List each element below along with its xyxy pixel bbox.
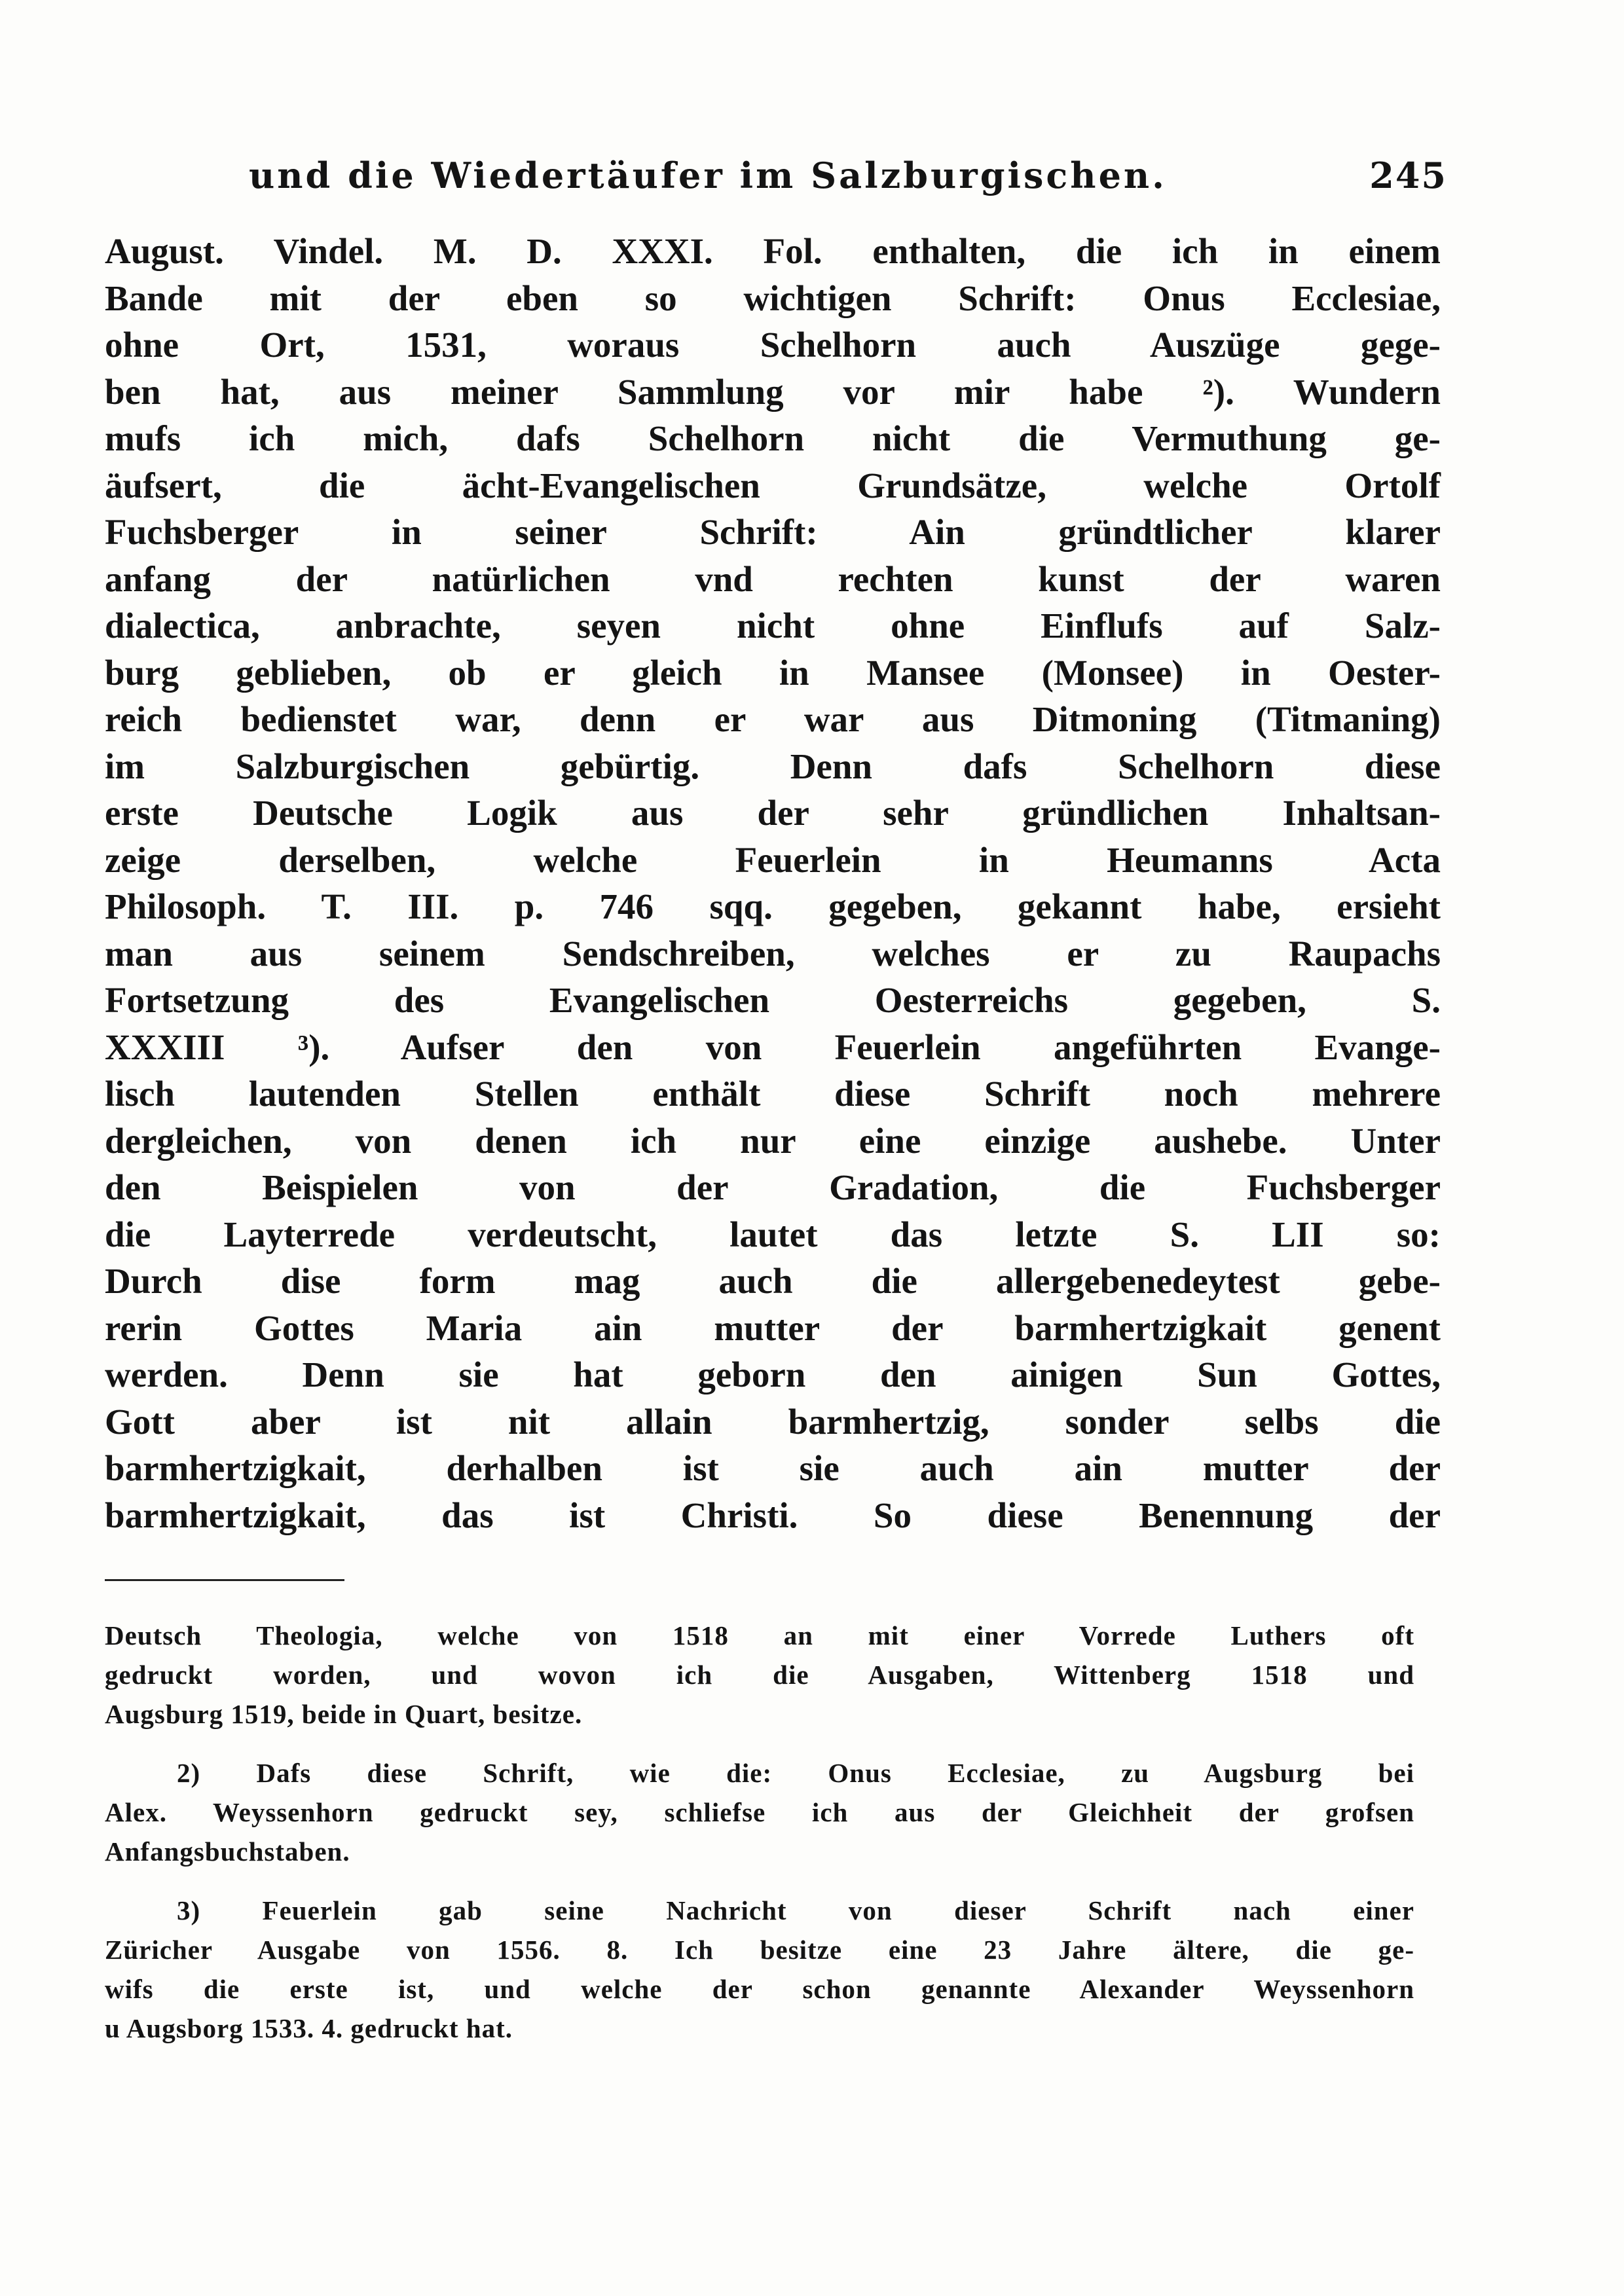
- main-text: [105, 228, 1441, 1539]
- footnote-line: gedruckt worden, und wovon ich die Ausgaben, Wittenberg 1518 und: [105, 1660, 1414, 1690]
- text-line: ohne Ort, 1531, woraus Schelhorn auch Auszüge gege-: [105, 325, 1441, 365]
- footnote-separator: [105, 1579, 344, 1581]
- footnote-line: 2) Dafs diese Schrift, wie die: Onus Ecclesiae, zu Augsburg bei: [177, 1758, 1414, 1788]
- footnotes: [105, 1616, 1414, 2068]
- footnote-3: [105, 1891, 1414, 2048]
- text-line: dialectica, anbrachte, seyen nicht ohne Einflufs auf Salz-: [105, 606, 1441, 646]
- text-line: erste Deutsche Logik aus der sehr gründlichen Inhaltsan-: [105, 793, 1441, 833]
- text-line: zeige derselben, welche Feuerlein in Heumanns Acta: [105, 839, 1441, 880]
- footnote-line: 3) Feuerlein gab seine Nachricht von dieser Schrift nach einer: [177, 1895, 1414, 1925]
- text-line: man aus seinem Sendschreiben, welches er zu Raupachs: [105, 933, 1441, 974]
- text-line: burg geblieben, ob er gleich in Mansee (Monsee) in Oester-: [105, 652, 1441, 693]
- text-line: den Beispielen von der Gradation, die Fuchsberger: [105, 1167, 1441, 1207]
- page-number: 245: [1369, 155, 1447, 196]
- footnote-2: [105, 1753, 1414, 1871]
- text-line: Bande mit der eben so wichtigen Schrift: Onus Ecclesiae,: [105, 278, 1441, 318]
- footnote-1: [105, 1616, 1414, 1734]
- text-line: mufs ich mich, dafs Schelhorn nicht die Vermuthung ge-: [105, 418, 1441, 458]
- text-line: barmhertzigkait, derhalben ist sie auch ain mutter der: [105, 1448, 1441, 1488]
- footnote-line: Anfangsbuchstaben.: [105, 1836, 350, 1867]
- footnote-line: wifs die erste ist, und welche der schon genannte Alexander Weyssenhorn: [105, 1974, 1414, 2004]
- footnote-line: Züricher Ausgabe von 1556. 8. Ich besitze eine 23 Jahre ältere, die ge-: [105, 1935, 1414, 1965]
- text-line: reich bedienstet war, denn er war aus Ditmoning (Titmaning): [105, 699, 1441, 739]
- text-line: werden. Denn sie hat geborn den ainigen Sun Gottes,: [105, 1355, 1441, 1394]
- text-line: die Layterrede verdeutscht, lautet das letzte S. LII so:: [105, 1214, 1441, 1254]
- text-line: lisch lautenden Stellen enthält diese Schrift noch mehrere: [105, 1074, 1441, 1114]
- running-title: und die Wiedertäufer im Salzburgischen.: [249, 155, 1167, 196]
- text-line: rerin Gottes Maria ain mutter der barmhertzigkait genent: [105, 1307, 1441, 1348]
- text-line: Philosoph. T. III. p. 746 sqq. gegeben, gekannt habe, ersieht: [105, 886, 1441, 926]
- footnote-line: Alex. Weyssenhorn gedruckt sey, schliefse ich aus der Gleichheit der grofsen: [105, 1797, 1414, 1827]
- text-line: anfang der natürlichen vnd rechten kunst der waren: [105, 558, 1441, 599]
- text-line: ben hat, aus meiner Sammlung vor mir habe ²). Wundern: [105, 371, 1441, 412]
- text-line: XXXIII ³). Aufser den von Feuerlein angeführten Evange-: [105, 1027, 1441, 1067]
- footnote-line: Augsburg 1519, beide in Quart, besitze.: [105, 1699, 583, 1729]
- text-line: Fuchsberger in seiner Schrift: Ain gründtlicher klarer: [105, 512, 1441, 552]
- text-line: Gott aber ist nit allain barmhertzig, sonder selbs die: [105, 1401, 1441, 1442]
- text-line: äufsert, die ächt-Evangelischen Grundsätze, welche Ortolf: [105, 465, 1441, 505]
- text-line: dergleichen, von denen ich nur eine einzige aushebe. Unter: [105, 1120, 1441, 1161]
- text-line: August. Vindel. M. D. XXXI. Fol. enthalten, die ich in einem: [105, 231, 1441, 271]
- text-line: Durch dise form mag auch die allergebenedeytest gebe-: [105, 1261, 1441, 1301]
- text-line: im Salzburgischen gebürtig. Denn dafs Schelhorn diese: [105, 746, 1441, 786]
- text-line: barmhertzigkait, das ist Christi. So diese Benennung der: [105, 1495, 1441, 1535]
- footnote-line: u Augsborg 1533. 4. gedruckt hat.: [105, 2013, 513, 2043]
- running-header: [249, 155, 1447, 196]
- text-line: Fortsetzung des Evangelischen Oesterreichs gegeben, S.: [105, 980, 1441, 1020]
- footnote-line: Deutsch Theologia, welche von 1518 an mit einer Vorrede Luthers oft: [105, 1620, 1414, 1650]
